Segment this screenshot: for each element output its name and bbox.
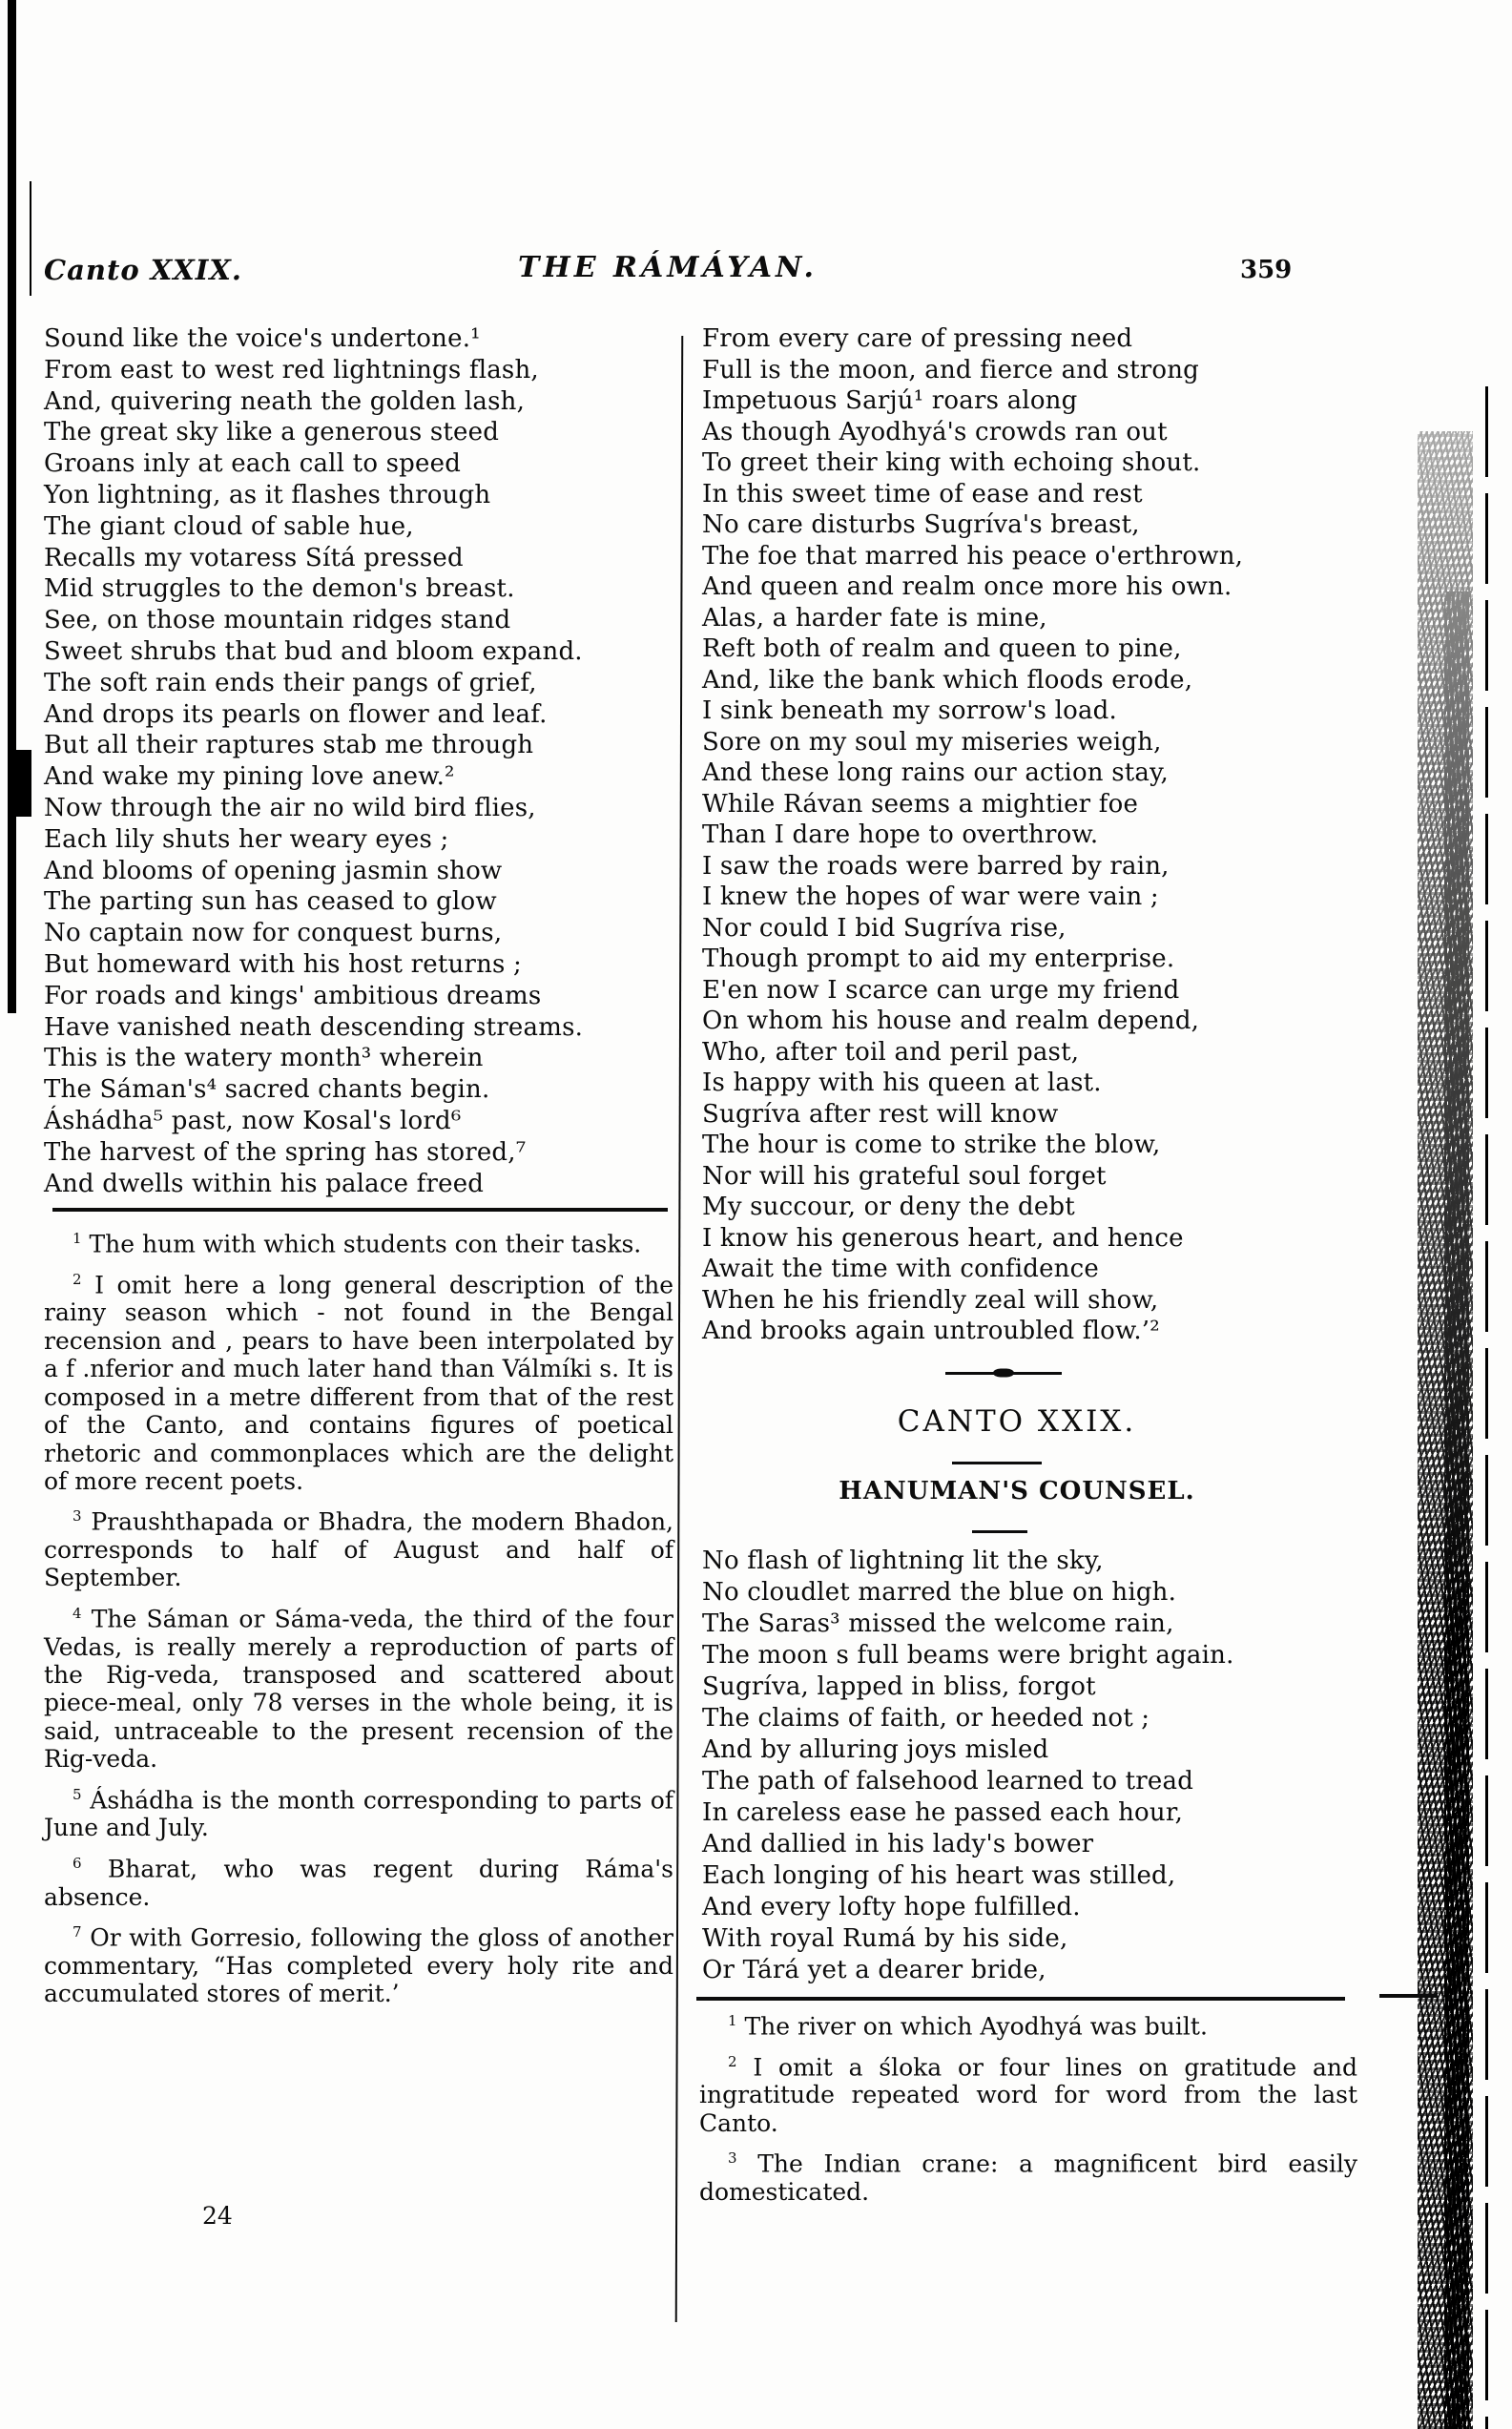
poem-line: Sweet shrubs that bud and bloom expand. [44,636,583,666]
right-footnote-separator-stub [1379,1994,1437,1998]
footnote-text: The hum with which students con their tasks. [89,1230,642,1258]
poem-line: Mid struggles to the demon's breast. [44,574,515,604]
poem-line: For roads and kings' ambitious dreams [44,981,542,1010]
poem-line: And every lofty hope fulfilled. [702,1893,1081,1921]
poem-line: Sore on my soul my miseries weigh, [702,727,1162,757]
poem-line: And blooms of opening jasmin show [44,856,503,885]
poem-line: In this sweet time of ease and rest [702,479,1143,509]
poem-line: Now through the air no wild bird flies, [44,793,536,822]
canto-subheading-rule [972,1530,1027,1533]
canto-poem [702,1546,1370,1986]
poem-line: I know his generous heart, and hence [702,1223,1184,1253]
canto-subheading: HANUMAN'S COUNSEL. [839,1477,1195,1505]
poem-line: And wake my pining love anew.² [44,762,455,792]
footnote-text: Áshádha is the month corresponding to parts of June and July. [44,1785,673,1842]
right-footnote-separator-rule [696,1997,1345,2001]
poem-line: When he his friendly zeal will show, [702,1285,1159,1315]
poem-line: E'en now I scarce can urge my friend [702,975,1180,1005]
footnote-marker: 3 [728,2149,737,2168]
canto-heading: CANTO XXIX. [897,1404,1137,1439]
poem-line: And brooks again untroubled flow.’² [702,1317,1160,1345]
ornament-diamond [993,1369,1014,1378]
footnote-marker: 7 [72,1922,82,1941]
left-column-poem [44,323,678,1199]
poem-line: Reft both of realm and queen to pine, [702,634,1182,663]
section-ornament-rule [945,1368,1062,1378]
running-header-title: THE RÁMÁYAN. [518,251,818,284]
poem-line: Sound like the voice's undertone.¹ [44,324,481,353]
poem-line: The harvest of the spring has stored,⁷ [44,1137,527,1167]
canto-heading-rule [952,1462,1042,1464]
poem-line: From east to west red lightnings flash, [44,355,539,384]
poem-line: With royal Rumá by his side, [702,1924,1068,1953]
poem-line: Or Tárá yet a dearer bride, [702,1956,1046,1984]
page-number: 359 [1240,256,1293,284]
poem-line: Sugríva after rest will know [702,1099,1059,1129]
poem-line: In careless ease he passed each hour, [702,1798,1184,1827]
footnote-marker: 6 [72,1854,82,1872]
poem-line: Impetuous Sarjú¹ roars along [702,386,1078,415]
footnote [44,1850,673,1911]
poem-line: And, like the bank which floods erode, [702,665,1193,695]
poem-line: But all their raptures stab me through [44,731,534,760]
footnote-text: I omit a śloka or four lines on gratitude and ingratitude repeated word for word from the last Canto. [699,2053,1357,2137]
running-header-canto: Canto XXIX. [44,254,242,286]
poem-line: From every care of pressing need [702,324,1133,353]
footnote-text: The Sáman or Sáma-veda, the third of the four Vedas, is really merely a reproduction of parts of the Rig-veda, transposed and scattered about piece-meal, only 78 verses in the whole being, it is said, untraceable to the present recension of the Rig-veda. [44,1605,673,1774]
poem-line: Áshádha⁵ past, now Kosal's lord⁶ [44,1106,462,1135]
footnote-marker: 2 [72,1270,82,1288]
poem-line: And dallied in his lady's bower [702,1830,1094,1858]
poem-line: Groans inly at each call to speed [44,449,462,479]
poem-line: And these long rains our action stay, [702,758,1169,787]
poem-line: I saw the roads were barred by rain, [702,851,1170,881]
footnote-marker: 5 [72,1785,82,1803]
left-margin-scan-bar [8,0,16,1013]
poem-line: Nor could I bid Sugríva rise, [702,913,1067,943]
poem-line: And dwells within his palace freed [44,1169,485,1198]
left-column-footnotes [44,1225,673,2015]
left-margin-ink-blob [8,750,31,817]
poem-line: The giant cloud of sable hue, [44,511,414,541]
poem-line: But homeward with his host returns ; [44,949,522,979]
poem-line: The moon s full beams were bright again. [702,1641,1234,1670]
poem-line: As though Ayodhyá's crowds ran out [702,417,1168,446]
footnote [699,2048,1357,2138]
poem-line: Full is the moon, and fierce and strong [702,355,1200,384]
poem-line: This is the watery month³ wherein [44,1044,484,1073]
poem-line: I knew the hopes of war were vain ; [702,882,1159,911]
poem-line: The parting sun has ceased to glow [44,887,497,917]
poem-line: No captain now for conquest burns, [44,919,503,948]
poem-line: The Saras³ missed the welcome rain, [702,1609,1174,1638]
footnote-text: The river on which Ayodhyá was built. [744,2012,1208,2041]
footnote-marker: 3 [72,1507,82,1526]
poem-line: Than I dare hope to overthrow. [702,820,1099,849]
footnote [699,2145,1357,2206]
poem-line: The soft rain ends their pangs of grief, [44,668,537,697]
footnote-marker: 2 [728,2052,737,2070]
right-column-poem [702,323,1370,1347]
poem-line: Await the time with confidence [702,1255,1099,1283]
poem-line: Recalls my votaress Sítá pressed [44,543,464,572]
footnote-text: The Indian crane: a magnificent bird easily domesticated. [699,2149,1357,2207]
poem-line: The claims of faith, or heeded not ; [702,1704,1150,1733]
poem-line: Sugríva, lapped in bliss, forgot [702,1672,1096,1701]
poem-line: Yon lightning, as it flashes through [44,480,491,509]
poem-line: And by alluring joys misled [702,1735,1049,1764]
footnote-marker: 4 [72,1604,82,1622]
right-binding-noise-band [1418,431,1473,2429]
footnote [44,1600,673,1774]
poem-line: Have vanished neath descending streams. [44,1012,584,1042]
poem-line: And queen and realm once more his own. [702,572,1232,601]
footnote [44,1781,673,1842]
poem-line: No care disturbs Sugríva's breast, [702,510,1140,539]
poem-line: I sink beneath my sorrow's load. [702,696,1117,725]
poem-line: Though prompt to aid my enterprise. [702,945,1175,973]
left-margin-thin-line [30,181,31,296]
signature-mark: 24 [202,2202,233,2230]
footnote-text: Or with Gorresio, following the gloss of another commentary, “Has completed every holy rite and accumulated stores of merit.’ [44,1923,673,2008]
footnote [44,1225,673,1258]
poem-line: To greet their king with echoing shout. [702,448,1201,477]
poem-line: The path of falsehood learned to tread [702,1767,1194,1796]
poem-line: Alas, a harder fate is mine, [702,603,1047,633]
poem-line: The hour is come to strike the blow, [702,1131,1161,1159]
poem-line: And, quivering neath the golden lash, [44,386,526,416]
poem-line: And drops its pearls on flower and leaf. [44,699,548,729]
footnote [44,1266,673,1496]
poem-line: See, on those mountain ridges stand [44,606,511,635]
poem-line: The great sky like a generous steed [44,418,500,447]
poem-line: No cloudlet marred the blue on high. [702,1578,1177,1607]
left-footnote-separator-rule [52,1208,668,1212]
poem-line: No flash of lightning lit the sky, [702,1547,1104,1575]
footnote [44,1503,673,1592]
poem-line: Each longing of his heart was stilled, [702,1861,1176,1890]
footnote-text: I omit here a long general description of the rainy season which - not found in the Bengal recension and , pears to have been interpolated by a f .nferior and much later hand than Válmíki s. It is composed in a metre different from that of the rest of the Canto, and contains figures of poetical rhetoric and commonplaces which are the delight of more recent poets. [44,1271,674,1495]
right-binding-edge-line [1485,386,1488,2429]
poem-line: Is happy with his queen at last. [702,1069,1102,1097]
footnote-text: Bharat, who was regent during Ráma's absence. [44,1855,674,1911]
footnote [44,1919,673,2008]
footnote-marker: 1 [728,2012,737,2029]
poem-line: Nor will his grateful soul forget [702,1161,1107,1191]
poem-line: The foe that marred his peace o'erthrown, [702,541,1244,571]
poem-line: On whom his house and realm depend, [702,1007,1200,1035]
poem-line: Each lily shuts her weary eyes ; [44,824,449,854]
poem-line: The Sáman's⁴ sacred chants begin. [44,1075,490,1105]
right-column-footnotes [699,2007,1357,2213]
footnote [699,2007,1357,2041]
poem-line: Who, after toil and peril past, [702,1037,1080,1067]
footnote-text: Praushthapada or Bhadra, the modern Bhadon, corresponds to half of August and half of September. [44,1507,673,1592]
footnote-marker: 1 [72,1230,82,1247]
poem-line: While Rávan seems a mightier foe [702,789,1139,819]
poem-line: My succour, or deny the debt [702,1193,1075,1221]
